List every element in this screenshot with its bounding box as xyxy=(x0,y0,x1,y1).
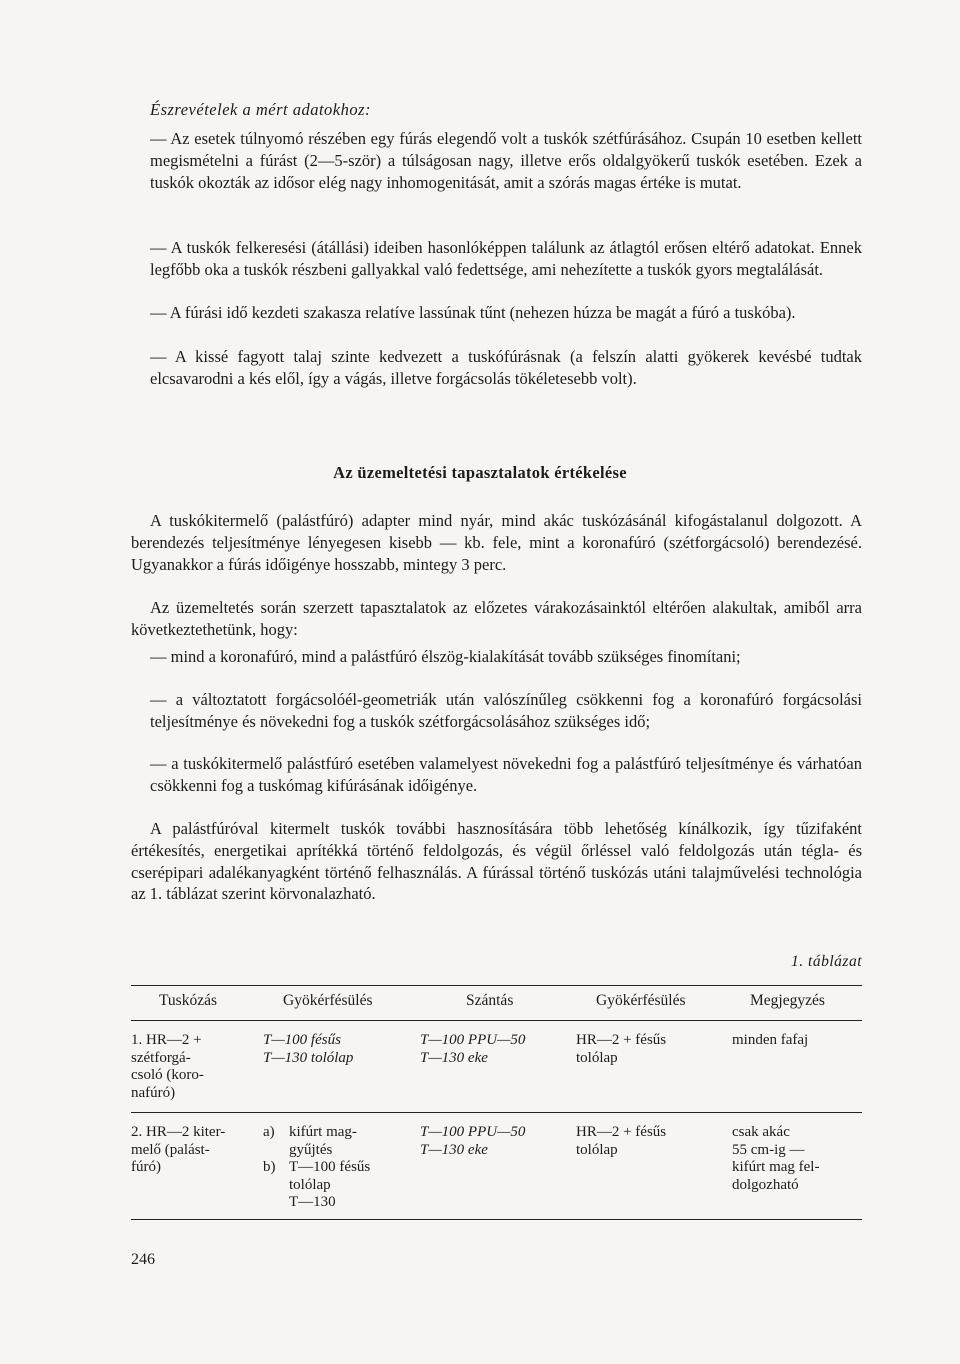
table-cell-variant-a: a) xyxy=(263,1124,275,1140)
observation-item: — A fúrási idő kezdeti szakasza relatíve lassúnak tűnt (nehezen húzza be magát a fúró a tuskóba). xyxy=(150,303,796,322)
table-cell-gyokerfesules: T—100 fésűs T—130 tolólap xyxy=(263,1032,354,1066)
table-header-megjegyzes: Megjegyzés xyxy=(750,992,825,1009)
section-title: Az üzemeltetési tapasztalatok értékelése xyxy=(333,463,627,482)
table-header-gyokerfesules: Gyökérfésülés xyxy=(283,992,373,1009)
observation-item: — Az esetek túlnyomó részében egy fúrás elegendő volt a tuskók szétfúrásához. Csupán 10 esetben kellett megismételni a fúrást (2—5-ször) a túlságosan nagy, illetve erős oldalgyökerű tuskók esetében. Ezek a tuskók okozták az idősor elég nagy inhomogenitását, amit a szórás magas értéke is mutat. xyxy=(150,129,862,192)
table-cell-tuskozas: 2. HR—2 kiter- melő (palást- fúró) xyxy=(131,1124,226,1175)
table-cell-gyokerfesules: kifúrt mag- gyűjtés T—100 fésűs tolólap T—130 xyxy=(289,1124,371,1210)
table-bottom-rule xyxy=(131,1219,862,1220)
observations-heading: Észrevételek a mért adatokhoz: xyxy=(150,100,372,119)
table-header-szantas: Szántás xyxy=(466,992,514,1009)
body-paragraph: A tuskókitermelő (palástfúró) adapter mind nyár, mind akác tuskózásánál kifogástalanul dolgozott. A berendezés teljesítménye lényegesen kisebb — kb. fele, mint a koronafúró (szétforgácsoló) berendezésé. Ugyanakkor a fúrás időigénye hosszabb, mintegy 3 perc. xyxy=(131,511,862,574)
table-cell-variant-b: b) xyxy=(263,1159,276,1175)
body-paragraph: Az üzemeltetés során szerzett tapasztalatok az előzetes várakozásainktól eltérően alakultak, amiből arra következtethetünk, hogy: xyxy=(131,598,862,639)
conclusion-item: — a változtatott forgácsolóél-geometriák után valószínűleg csökkenni fog a koronafúró forgácsolási teljesítménye és növekedni fog a tuskók szétforgácsolásához szükséges idő; xyxy=(150,690,862,731)
table-header-tuskozas: Tuskózás xyxy=(159,992,217,1009)
table-cell-szantas: T—100 PPU—50 T—130 eke xyxy=(420,1124,526,1158)
observation-item: — A tuskók felkeresési (átállási) ideiben hasonlóképpen találunk az átlagtól erősen eltérő adatokat. Ennek legfőbb oka a tuskók részbeni gallyakkal való fedettsége, ami nehezítette a tuskók gyors megtalálását. xyxy=(150,238,862,279)
table-cell-gyokerfesules: HR—2 + fésűs tolólap xyxy=(576,1124,667,1158)
conclusion-item: — a tuskókitermelő palástfúró esetében valamelyest növekedni fog a palástfúró teljesítménye és várhatóan csökkenni fog a tuskómag kifúrásának időigénye. xyxy=(150,754,862,795)
body-paragraph: A palástfúróval kitermelt tuskók további hasznosítására több lehetőség kínálkozik, így tűzifaként értékesítés, energetikai aprítékká történő feldolgozás, és végül őrléssel való feldolgozás után tégla- és cserépipari adalékanyagként történő felhasználás. A fúrással történő tuskózás utáni talajművelési technológia az 1. táblázat szerint körvonalazható. xyxy=(131,819,862,904)
page-number: 246 xyxy=(131,1251,155,1268)
table-caption: 1. táblázat xyxy=(791,953,862,970)
observation-item: — A kissé fagyott talaj szinte kedvezett a tuskófúrásnak (a felszín alatti gyökerek kevésbé tudtak elcsavarodni a kés elől, így a vágás, illetve forgácsolás tökéletesebb volt). xyxy=(150,347,862,388)
table-top-rule xyxy=(131,985,862,986)
table-cell-megjegyzes: csak akác 55 cm-ig — kifúrt mag fel- dolgozható xyxy=(732,1124,820,1193)
table-header-gyokerfesules: Gyökérfésülés xyxy=(596,992,686,1009)
table-cell-szantas: T—100 PPU—50 T—130 eke xyxy=(420,1032,526,1066)
table-header-rule xyxy=(131,1020,862,1021)
table-row-rule xyxy=(131,1112,862,1113)
conclusion-item: — mind a koronafúró, mind a palástfúró élszög-kialakítását tovább szükséges finomítani; xyxy=(150,647,741,666)
table-cell-gyokerfesules: HR—2 + fésűs tolólap xyxy=(576,1032,667,1066)
table-cell-tuskozas: 1. HR—2 + szétforgá- csoló (koro- nafúró) xyxy=(131,1032,204,1101)
table-cell-megjegyzes: minden fafaj xyxy=(732,1032,809,1048)
